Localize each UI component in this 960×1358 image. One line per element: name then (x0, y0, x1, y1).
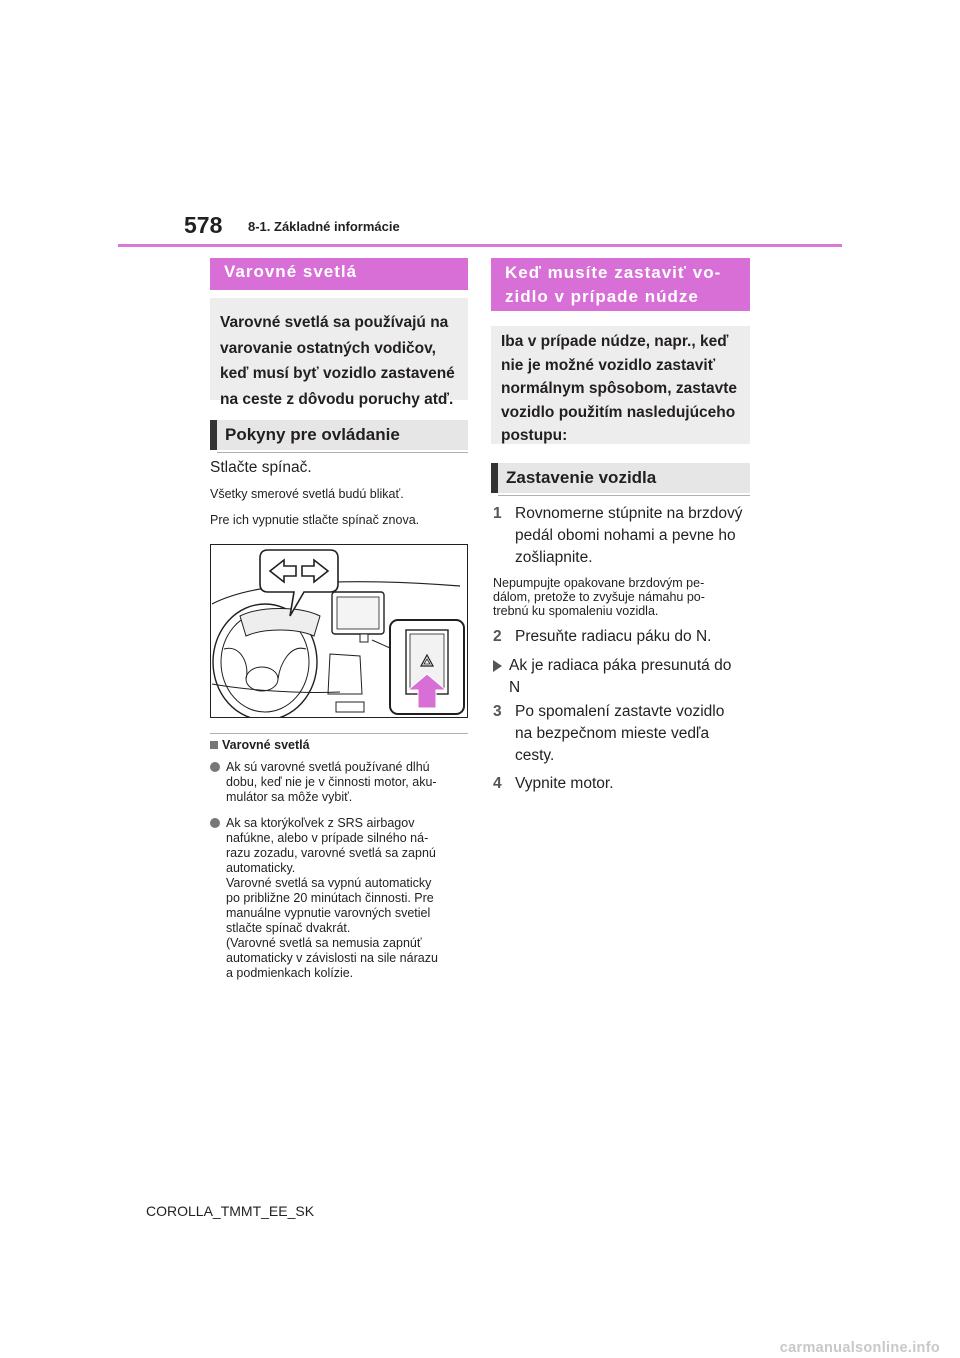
step-line: Vypnite motor. (515, 775, 614, 792)
warning-lights-intro (210, 298, 468, 408)
flash-note: Všetky smerové svetlá budú blikať. (210, 487, 404, 501)
square-bullet-icon (210, 741, 218, 749)
step-line: na bezpečnom mieste vedľa (515, 725, 710, 742)
document-code: COROLLA_TMMT_EE_SK (146, 1203, 315, 1219)
bullet-line: razu zozadu, varovné svetlá sa zapnú (226, 846, 436, 860)
note-line: dálom, pretože to zvyšuje námahu po- (493, 590, 705, 604)
press-switch-instruction: Stlačte spínač. (210, 459, 312, 476)
step-line: zošliapnite. (515, 549, 593, 566)
banner-line: Keď musíte zastaviť vo- (505, 263, 722, 282)
bullet-line: Ak sú varovné svetlá používané dlhú (226, 760, 430, 774)
bullet-line: automaticky v závislosti na sile nárazu (226, 951, 438, 965)
banner-line: zidlo v prípade núdze (505, 287, 699, 306)
sub-step (493, 655, 753, 699)
step-line: Rovnomerne stúpnite na brzdový (515, 505, 743, 522)
bullet-line: a podmienkach kolízie. (226, 966, 354, 980)
step-number: 1 (493, 505, 502, 522)
step-1 (493, 503, 743, 566)
subheading-text: Zastavenie vozidla (506, 468, 657, 487)
bullet-line: po približne 20 minútach činnosti. Pre (226, 891, 434, 905)
step-4 (493, 773, 614, 795)
bullet-line: nafúkne, alebo v prípade silného ná- (226, 831, 429, 845)
warning-lights-banner (210, 258, 468, 290)
step-line: pedál obomi nohami a pevne ho (515, 527, 736, 544)
bullet-line: Ak sa ktorýkoľvek z SRS airbagov (226, 816, 415, 830)
stopping-subheading (491, 463, 750, 493)
sub-line: Ak je radiaca páka presunutá do (509, 657, 732, 674)
dashboard-illustration (210, 544, 468, 718)
bullet-battery (210, 760, 470, 805)
header-divider (118, 244, 842, 247)
triangle-bullet-icon (493, 660, 502, 672)
intro-line: postupu: (501, 427, 568, 444)
bullet-line: automaticky. (226, 861, 296, 875)
operation-subheading (210, 420, 468, 450)
watermark: carmanualsonline.info (779, 1340, 940, 1356)
step-3 (493, 701, 725, 764)
notes-title-text: Varovné svetlá (222, 738, 310, 752)
intro-line: keď musí byť vozidlo zastavené (220, 365, 455, 382)
step-line: Presuňte radiacu páku do N. (515, 628, 712, 645)
step-number: 4 (493, 775, 502, 792)
bullet-icon (210, 818, 220, 828)
section-title: 8-1. Základné informácie (248, 219, 400, 234)
intro-line: na ceste z dôvodu poruchy atď. (220, 390, 454, 408)
bullet-line: manuálne vypnutie varovných svetiel (226, 906, 431, 920)
subheading-text: Pokyny pre ovládanie (225, 425, 400, 444)
bullet-line: Varovné svetlá sa vypnú automaticky (226, 876, 432, 890)
bullet-icon (210, 762, 220, 772)
intro-line: normálnym spôsobom, zastavte (501, 380, 738, 397)
bullet-line: stlačte spínač dvakrát. (226, 921, 351, 935)
note-line: Nepumpujte opakovane brzdovým pe- (493, 576, 705, 590)
step-2 (493, 626, 712, 648)
intro-line: nie je možné vozidlo zastaviť (501, 356, 716, 374)
sub-line: N (509, 679, 521, 696)
notes-title (210, 738, 310, 752)
turn-off-note: Pre ich vypnutie stlačte spínač znova. (210, 513, 420, 527)
emergency-stop-banner (491, 258, 750, 311)
step-1-note (493, 576, 753, 618)
bullet-line: (Varovné svetlá sa nemusia zapnúť (226, 936, 422, 950)
bullet-line: dobu, keď nie je v činnosti motor, aku- (226, 775, 437, 789)
intro-line: Iba v prípade núdze, napr., keď (501, 333, 729, 350)
step-number: 2 (493, 628, 502, 645)
intro-line: Varovné svetlá sa používajú na (220, 314, 449, 331)
note-line: trebnú ku spomaleniu vozidla. (493, 604, 659, 618)
notes-divider (210, 733, 468, 734)
step-number: 3 (493, 703, 502, 720)
banner-title: Varovné svetlá (224, 262, 358, 281)
intro-line: varovanie ostatných vodičov, (220, 339, 436, 357)
intro-line: vozidlo použitím nasledujúceho (501, 403, 736, 421)
bullet-line: mulátor sa môže vybiť. (226, 790, 353, 804)
page-number: 578 (184, 212, 223, 238)
emergency-intro (491, 326, 750, 444)
step-line: Po spomalení zastavte vozidlo (515, 703, 725, 720)
bullet-airbag (210, 816, 470, 981)
step-line: cesty. (515, 747, 555, 764)
